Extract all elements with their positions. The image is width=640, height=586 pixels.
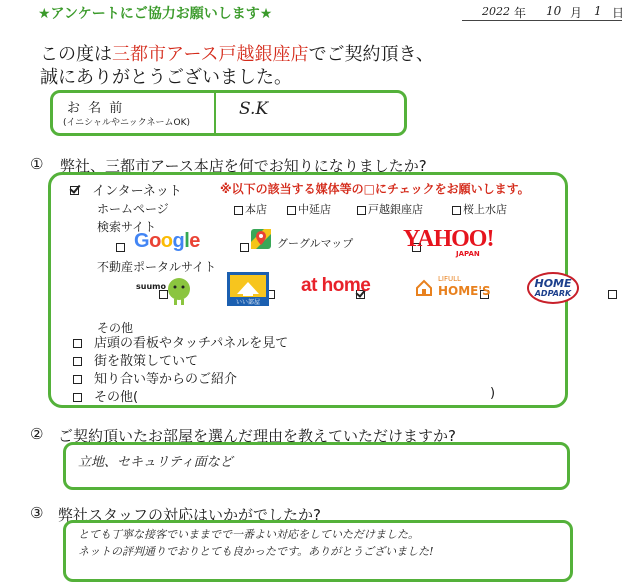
date-field[interactable] (452, 0, 632, 22)
date-month-unit: 月 (570, 6, 583, 20)
suumo-mascot-icon (164, 276, 194, 306)
homepage-label: ホームページ (97, 202, 169, 216)
name-input[interactable]: S.K (239, 99, 269, 119)
checkbox[interactable] (234, 206, 243, 215)
internet-label: インターネット (92, 184, 182, 199)
q2-answer-text: 立地、セキュリティ面など (78, 455, 233, 470)
other-close-paren: ) (490, 386, 496, 401)
athome-logo: at home (301, 275, 371, 296)
checkbox[interactable] (73, 375, 82, 384)
q3-answer-box[interactable] (63, 520, 573, 582)
other-option-signboard[interactable]: 店頭の看板やタッチパネルを見て (73, 332, 288, 351)
q1-instruction: ※以下の該当する媒体等の□にチェックをお願いします。 (220, 182, 530, 196)
lifull-house-icon (415, 279, 433, 297)
q3-answer-line-1: とても丁寧な接客でいままでで一番よい対応をしていただけました。 (78, 528, 419, 541)
google-logo (134, 230, 200, 253)
q1-question: 弊社、三都市アース本店を何でお知りになりましたか? (60, 157, 427, 175)
lifull-homes-text: HOME'S (438, 284, 491, 298)
google-letter: G (134, 230, 150, 252)
other-option-referral[interactable]: 知り合い等からのご紹介 (73, 368, 237, 387)
q1-number: ① (30, 155, 44, 173)
name-label: お 名 前 (67, 101, 125, 116)
internet-checkbox[interactable] (70, 186, 79, 195)
intro-line-2: 誠にありがとうございました。 (40, 67, 292, 88)
homepage-option-togoshi[interactable]: 戸越銀座店 (357, 201, 423, 217)
checkbox[interactable] (287, 206, 296, 215)
google-letter: o (149, 230, 161, 252)
other-free-input[interactable] (180, 386, 480, 402)
checkbox[interactable] (452, 206, 461, 215)
suumo-logo: suumo (136, 282, 166, 291)
q2-answer-box[interactable] (63, 442, 570, 490)
intro-suffix: でご契約頂き、 (308, 44, 434, 65)
adpark-checkbox[interactable] (608, 290, 617, 299)
date-year-unit: 年 (514, 6, 527, 20)
date-month-value: 10 (546, 4, 562, 18)
other-option-other[interactable]: その他( (73, 386, 138, 405)
google-maps-icon (250, 228, 272, 250)
search-label: 検索サイト (97, 220, 157, 234)
date-year-value: 2022 (482, 5, 510, 18)
q3-answer-line-2: ネットの評判通りでおりとても良かったです。ありがとうございました! (78, 545, 434, 558)
google-maps-label: グーグルマップ (277, 237, 354, 250)
google-letter: e (189, 230, 200, 252)
date-day-value: 1 (594, 4, 602, 18)
internet-option[interactable] (70, 180, 182, 199)
checkbox[interactable] (73, 339, 82, 348)
lifull-top-text: LIFULL (438, 275, 461, 283)
google-letter: l (184, 230, 190, 252)
checkbox[interactable] (73, 357, 82, 366)
survey-banner: ★アンケートにご協力お願いします★ (38, 6, 273, 22)
homepage-option-sakurajosui[interactable]: 桜上水店 (452, 201, 507, 217)
q2-question: ご契約頂いたお部屋を選んだ理由を教えていただけますか? (58, 427, 456, 445)
other-heading: その他 (97, 321, 134, 335)
adpark-logo: HOME ADPARK (527, 272, 579, 304)
q3-question: 弊社スタッフの対応はいかがでしたか? (58, 506, 321, 524)
google-maps-checkbox[interactable] (240, 243, 249, 252)
name-box (50, 90, 407, 136)
other-option-walking[interactable]: 街を散策していて (73, 350, 198, 369)
google-letter: o (160, 230, 173, 252)
yahoo-logo: YAHOO! (403, 226, 494, 252)
google-wordmark (134, 230, 200, 252)
date-day-unit: 日 (612, 6, 625, 20)
q3-number: ③ (30, 504, 44, 522)
yahoo-japan-text: JAPAN (456, 250, 480, 258)
homepage-option-nakanobu[interactable]: 中延店 (287, 201, 331, 217)
homepage-option-honten[interactable]: 本店 (234, 201, 267, 217)
iiheya-logo-icon: いい部屋 (227, 272, 269, 306)
checkbox[interactable] (357, 206, 366, 215)
google-letter: g (172, 230, 185, 252)
intro-store-name: 三都市アース戸越銀座店 (112, 44, 309, 65)
checkbox[interactable] (73, 393, 82, 402)
google-checkbox[interactable] (116, 243, 125, 252)
portal-label: 不動産ポータルサイト (97, 260, 217, 274)
name-sublabel: (イニシャルやニックネームOK) (63, 118, 191, 128)
q2-number: ② (30, 425, 44, 443)
intro-prefix: この度は (40, 44, 112, 65)
